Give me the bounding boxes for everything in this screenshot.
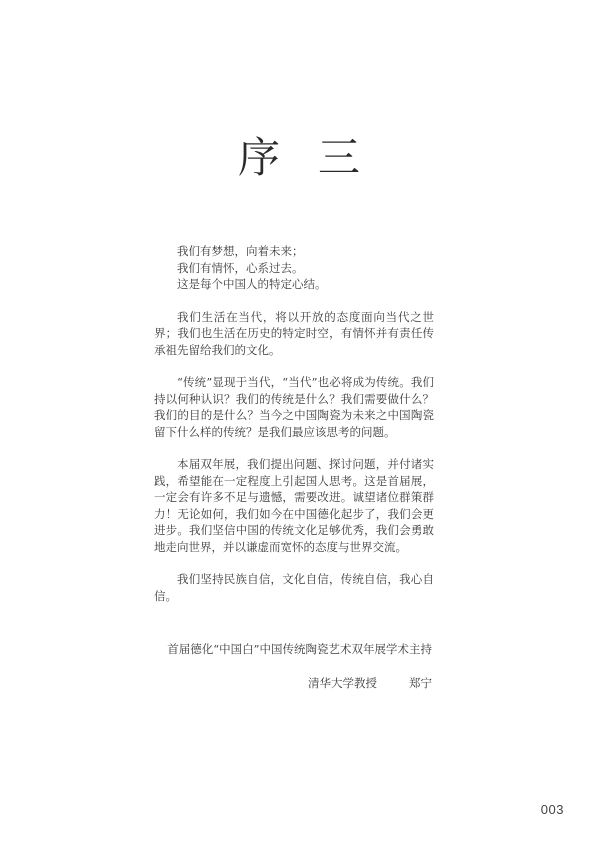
- author-name: 郑宁: [409, 676, 432, 690]
- intro-line: 我们有情怀，心系过去。: [177, 260, 304, 275]
- page-title: [0, 128, 600, 188]
- signature-title: 首届德化“中国白”中国传统陶瓷艺术双年展学术主持: [167, 642, 432, 656]
- paragraph: 我们坚持民族自信，文化自信，传统自信，我心自信。: [154, 572, 434, 603]
- title-char-xu: 序: [238, 133, 281, 182]
- intro-line: 我们有梦想，向着未来；: [177, 244, 304, 258]
- paragraph: 我们生活在当代，将以开放的态度面向当代之世界；我们也生活在历史的特定时空，有情怀并有责任传承祖先留给我们的文化。: [154, 309, 434, 357]
- preface-body: [154, 243, 434, 620]
- author-affiliation: 清华大学教授: [308, 676, 377, 690]
- page-number: 003: [540, 802, 564, 817]
- signature-author: [308, 675, 432, 691]
- paragraph: “传统”显现于当代，“当代”也必将成为传统。我们持以何种认识？我们的传统是什么？我们需要做什么？我们的目的是什么？当今之中国陶瓷为未来之中国陶瓷留下什么样的传统？是我们最应该思考的问题。: [154, 375, 434, 439]
- intro-stanza: [154, 243, 434, 293]
- title-char-san: 三: [318, 133, 361, 182]
- paragraph: 本届双年展，我们提出问题、探讨问题，并付诸实践，希望能在一定程度上引起国人思考。这是首届展，一定会有许多不足与遗憾，需要改进。诚望诸位群策群力！无论如何，我们如今在中国德化起步了，我们会更进步。我们坚信中国的传统文化足够优秀，我们会勇敢地走向世界，并以谦虚而宽怀的态度与世界交流。: [154, 457, 434, 554]
- intro-line: 这是每个中国人的特定心结。: [177, 277, 327, 291]
